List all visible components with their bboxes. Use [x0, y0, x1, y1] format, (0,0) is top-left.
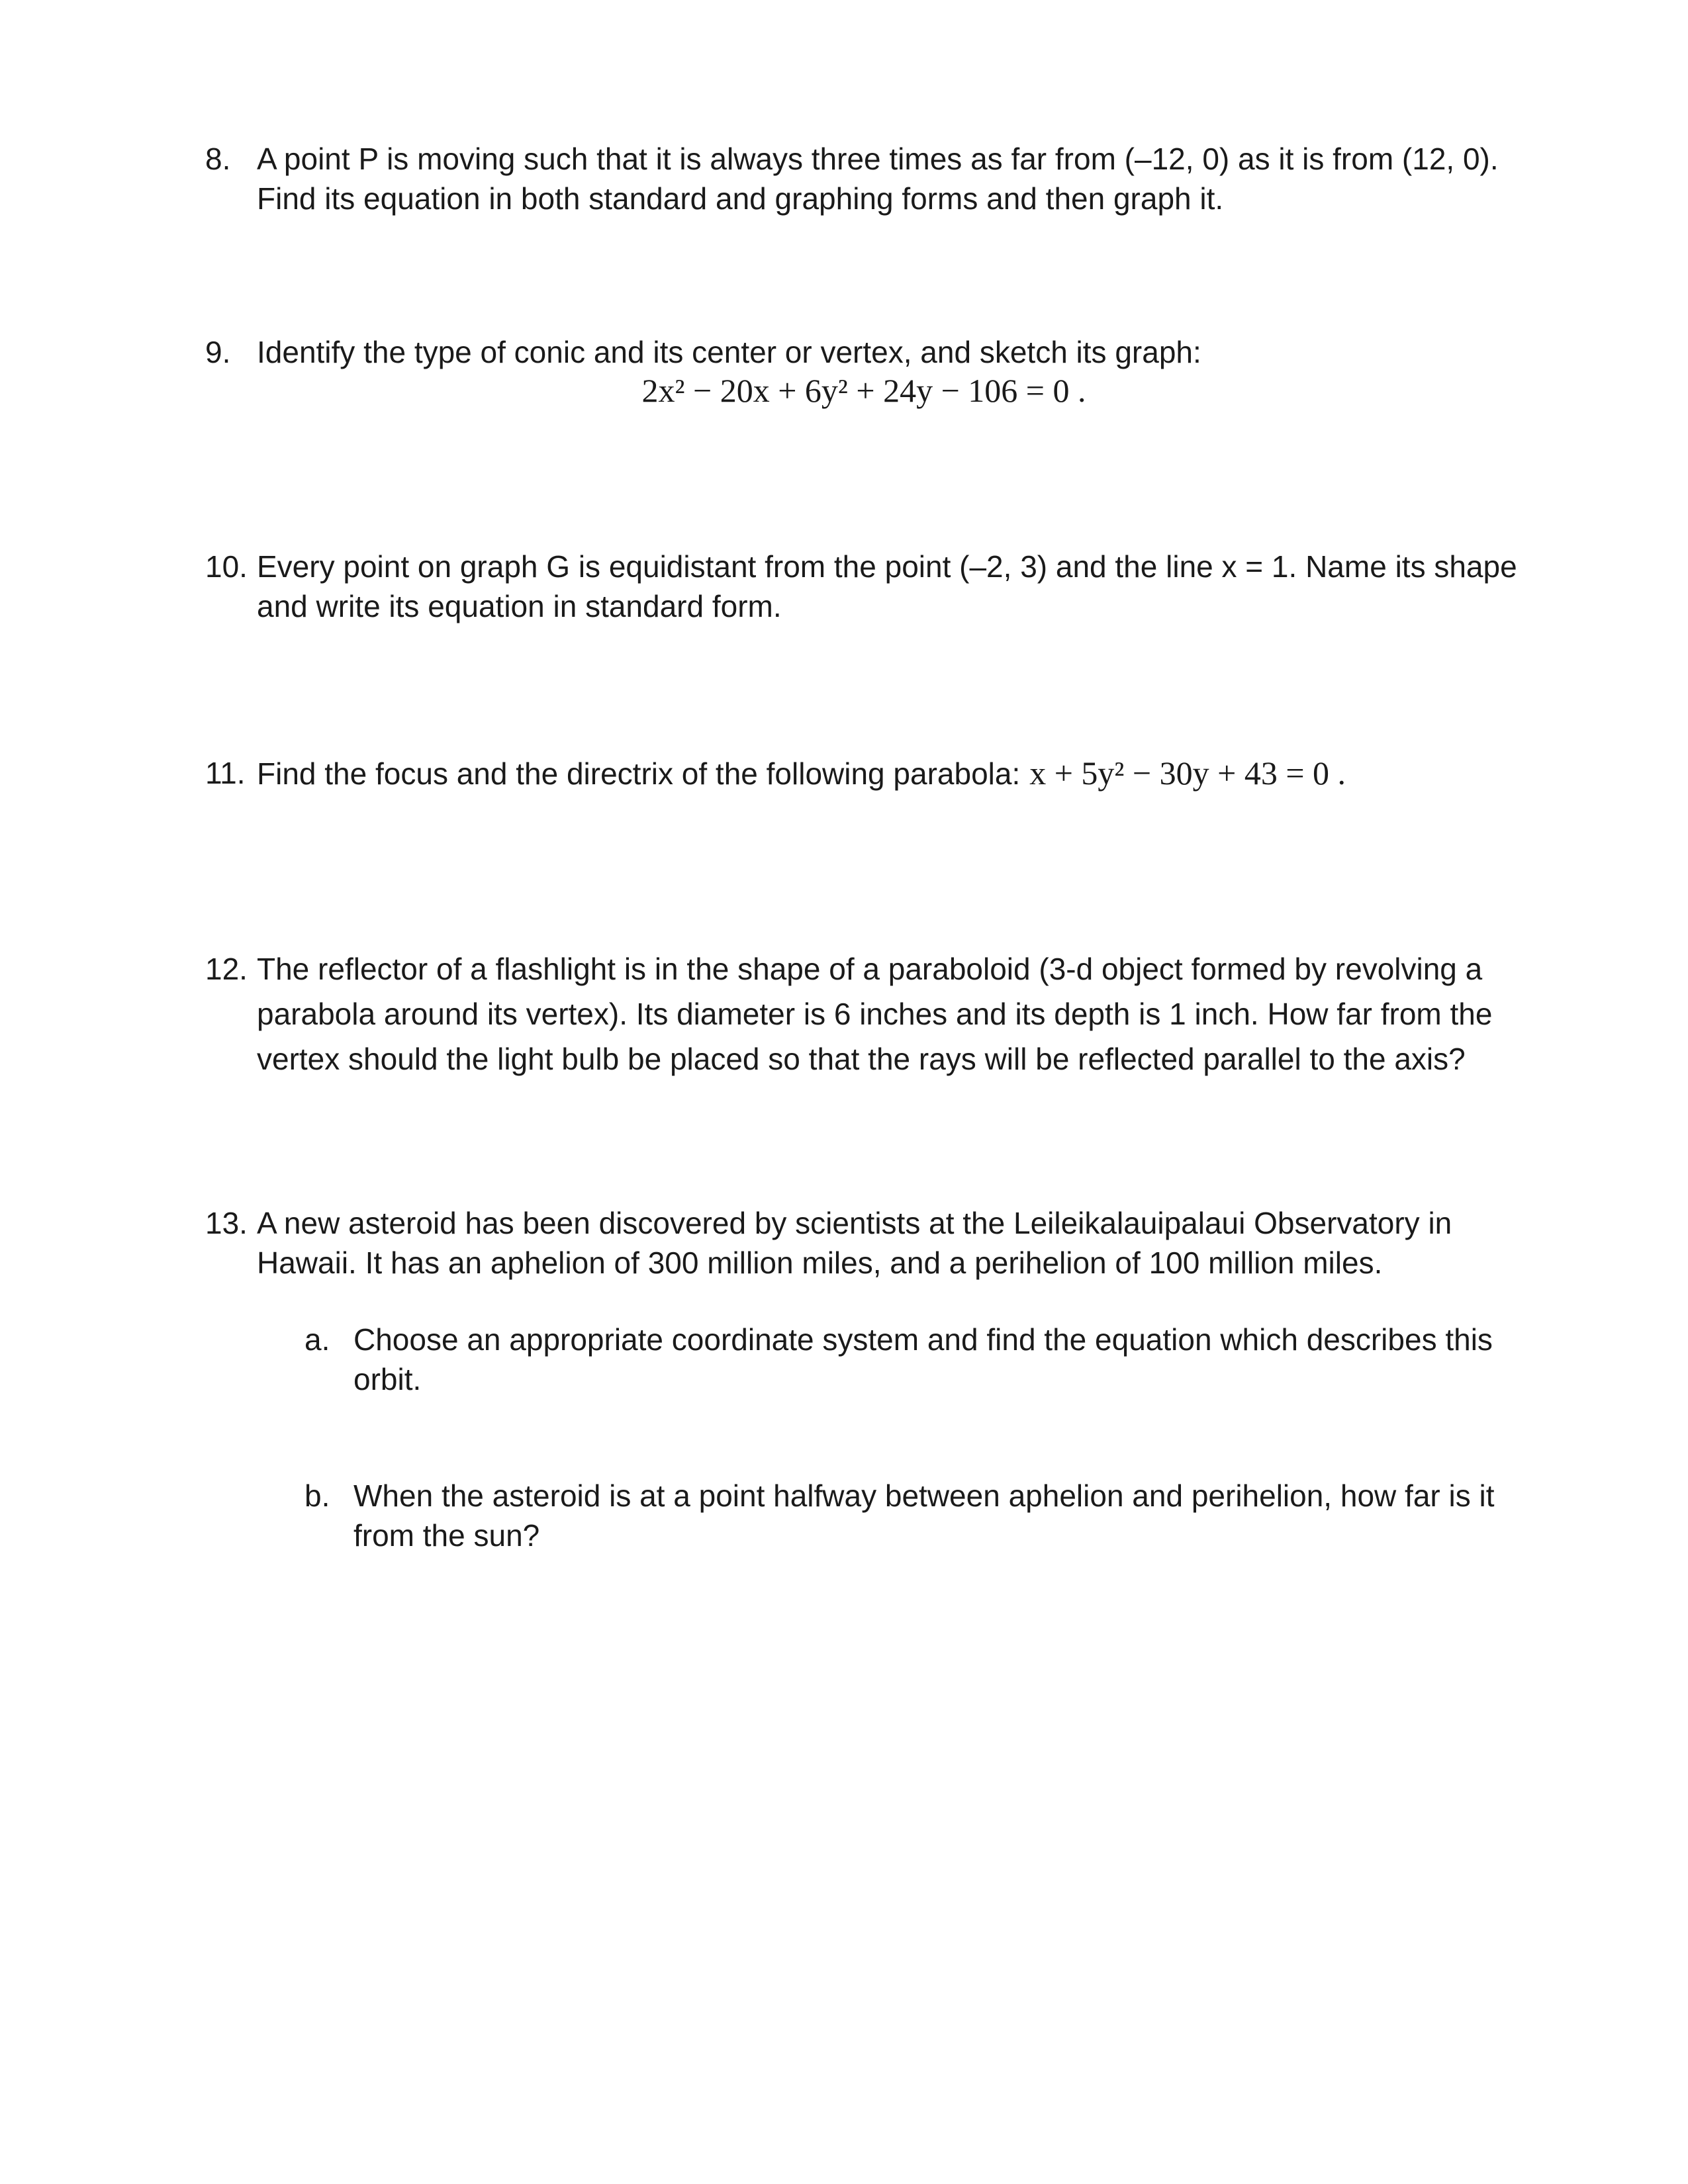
- part-label: a.: [305, 1322, 330, 1357]
- problem-10: [205, 547, 1523, 626]
- problem-13-part-b: [305, 1476, 1523, 1555]
- problem-text: Every point on graph G is equidistant from the point (–2, 3) and the line x = 1. Name its shape and write its equation in standard form.: [257, 549, 1517, 623]
- problem-12: [205, 946, 1523, 1081]
- problem-13-part-a: [305, 1320, 1523, 1399]
- part-text: Choose an appropriate coordinate system and find the equation which describes this orbit.: [353, 1322, 1493, 1396]
- problem-9: [205, 332, 1523, 409]
- part-label: b.: [305, 1479, 330, 1513]
- problem-equation: 2x² − 20x + 6y² + 24y − 106 = 0 .: [641, 372, 1086, 409]
- problem-11: [205, 753, 1523, 794]
- problem-8: [205, 139, 1523, 218]
- problem-text: A new asteroid has been discovered by scientists at the Leileikalauipalaui Observatory in Hawaii. It has an aphelion of 300 million miles, and a perihelion of 100 million miles.: [257, 1206, 1452, 1280]
- problem-13: [205, 1203, 1523, 1283]
- problem-text: Identify the type of conic and its center or vertex, and sketch its graph:: [257, 335, 1201, 369]
- problem-number: 12.: [205, 952, 248, 986]
- problem-text: A point P is moving such that it is always three times as far from (–12, 0) as it is from (12, 0). Find its equation in both standard and graphing forms and then graph it.: [257, 142, 1499, 216]
- problem-number: 8.: [205, 142, 231, 176]
- problem-number: 13.: [205, 1206, 248, 1240]
- problem-equation: x + 5y² − 30y + 43 = 0 .: [1029, 754, 1346, 792]
- problem-number: 9.: [205, 335, 231, 369]
- problem-number: 10.: [205, 549, 248, 584]
- problem-text: The reflector of a flashlight is in the shape of a paraboloid (3-d object formed by revolving a parabola around its vertex). Its diameter is 6 inches and its depth is 1 inch. How far from the vertex should the light bulb be placed so that the rays will be reflected parallel to the axis?: [257, 952, 1493, 1076]
- problem-number: 11.: [205, 756, 246, 790]
- part-text: When the asteroid is at a point halfway between aphelion and perihelion, how far is it from the sun?: [353, 1479, 1495, 1553]
- problem-text: Find the focus and the directrix of the following parabola:: [257, 756, 1021, 791]
